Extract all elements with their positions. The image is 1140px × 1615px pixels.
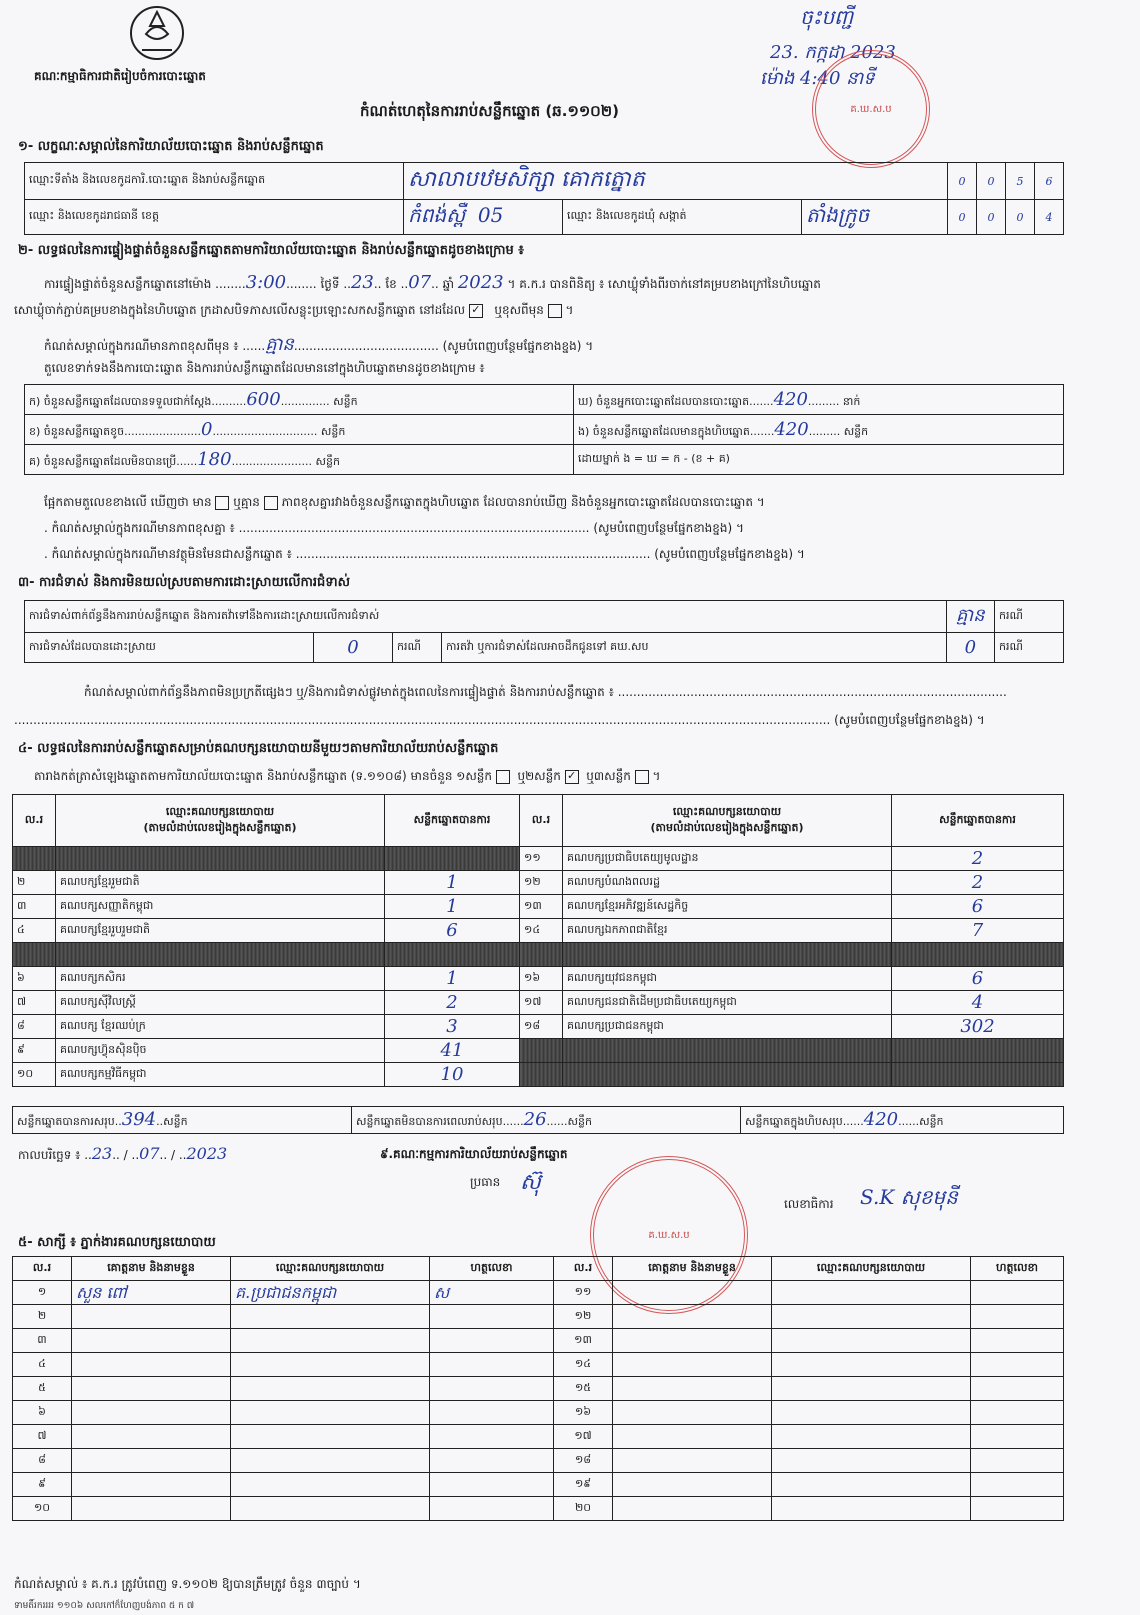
section2-heading: ២- លទ្ធផលនៃការផ្ទៀងផ្ទាត់ចំនួនសន្លឹកឆ្នោតតាមការិយាល័យបោះឆ្នោត និងរាប់សន្លឹកឆ្នោតដូចខាងក្រោម ៖ [18,243,524,258]
party-no: ១០ [13,1063,56,1087]
formula: ដោយម្នាក់ ង = ឃ = ក - (ខ + គ) [574,445,1064,475]
witness-no: ១៦ [554,1401,613,1425]
col-sign: ហត្ថលេខា [430,1257,554,1281]
witness-no: ៥ [13,1377,72,1401]
witness-sign [971,1305,1064,1329]
witness-party [231,1305,430,1329]
party-row [13,1015,1064,1039]
party-votes [892,1063,1064,1087]
witness-name [72,1305,231,1329]
party-votes: 1 [385,871,520,895]
col-no: ល.រ [13,795,56,847]
witness-name [613,1281,772,1305]
case-unit: ករណី [393,633,442,663]
witness-sign [430,1353,554,1377]
party-no: ៦ [13,967,56,991]
witness-no: ៨ [13,1449,72,1473]
resolved-value: 0 [314,633,393,663]
party-name: គណបក្សបំណងពលរដ្ឋ [563,871,892,895]
invalid-total: សន្លឹកឆ្នោតមិនបានការពេលរាប់សរុប......26......សន្លឹក [352,1107,741,1134]
party-row [13,991,1064,1015]
party-name: គណបក្សជនជាតិដើមប្រជាធិបតេយ្យកម្ពុជា [563,991,892,1015]
witness-party [772,1305,971,1329]
diff-note: . កំណត់សម្គាល់ក្នុងករណីមានភាពខុសគ្នា ៖ ............................................................................................ (សូមបំពេញបន្ថែមផ្នែកខាងខ្នង) ។ [44,521,744,535]
witness-party [231,1353,430,1377]
location-value: សាលាបឋមសិក្សា គោកត្នោត [404,163,948,200]
witness-sign [971,1329,1064,1353]
witness-name [613,1473,772,1497]
org-name: គណៈកម្មាធិការជាតិរៀបចំការបោះឆ្នោត [34,69,206,83]
commune-label: ឈ្មោះ និងលេខកូដឃុំ សង្កាត់ [563,200,802,235]
witness-no: ១៩ [554,1473,613,1497]
witness-no: ២ [13,1305,72,1329]
code-digit: 0 [977,163,1006,200]
party-row [13,943,1064,967]
witness-sign [430,1401,554,1425]
has-diff-checkbox[interactable] [215,496,229,510]
code-digit: 6 [1035,163,1064,200]
party-votes: 10 [385,1063,520,1087]
hw-register: ចុះបញ្ជី [800,5,854,29]
ballot-count-table [24,384,1064,475]
same-checkbox[interactable]: ✓ [469,304,483,318]
party-name: គណបក្សខ្មែរអភិវឌ្ឍន៍សេដ្ឋកិច្ច [563,895,892,919]
witness-sign [430,1473,554,1497]
witness-no: ១៧ [554,1425,613,1449]
witness-row [13,1425,1064,1449]
party-name [56,943,385,967]
party-no: ៨ [13,1015,56,1039]
witness-name [72,1449,231,1473]
witness-sign [430,1449,554,1473]
party-votes [892,1039,1064,1063]
party-name [563,1039,892,1063]
witness-name [72,1377,231,1401]
party-name: គណបក្សខ្មែររួបរួមជាតិ [56,919,385,943]
party-votes: 2 [892,847,1064,871]
witness-sign [430,1305,554,1329]
voters-row: ឃ) ចំនួនអ្នកបោះឆ្នោតដែលបានបោះឆ្នោត.......420......... នាក់ [574,385,1064,415]
in-box-row: ង) ចំនួនសន្លឹកឆ្នោតដែលមានក្នុងហិបឆ្នោត.......420......... សន្លឹក [574,415,1064,445]
irregularity-note: កំណត់សម្គាល់ពាក់ព័ន្ធនឹងភាពមិនប្រក្រតីផ្សេងៗ ឬ/និងការជំទាស់ផ្លូវមាត់ក្នុងពេលនៃការផ្ទៀងផ្ទាត់ និងការរាប់សន្លឹកឆ្នោត ៖ ...................................................................................................... [84,685,1007,699]
party-votes [385,943,520,967]
one-sheet-checkbox[interactable] [496,770,510,784]
box-total: សន្លឹកឆ្នោតក្នុងហិបសរុប......420......សន្លឹក [741,1107,1064,1134]
col-no: ល.រ [554,1257,613,1281]
objection-label: ការជំទាស់ពាក់ព័ន្ធនឹងការរាប់សន្លឹកឆ្នោត និងការតវ៉ាទៅនឹងការដោះស្រាយលើការជំទាស់ [25,601,947,633]
witness-sign [971,1473,1064,1497]
footer-note: កំណត់សម្គាល់ ៖ គ.ក.រ ត្រូវបំពេញ ទ.១១០២ ឱ្យបានត្រឹមត្រូវ ចំនួន ៣ច្បាប់ ។ [14,1577,361,1591]
witness-party [772,1329,971,1353]
party-name: គណបក្សហ៊្វុនស៊ិនប៉ិច [56,1039,385,1063]
witness-name [72,1473,231,1497]
chair-label: ប្រធាន [470,1175,501,1189]
witness-row [13,1473,1064,1497]
secretary-label: លេខាធិការ [784,1197,834,1211]
witness-name [613,1449,772,1473]
party-row [13,895,1064,919]
witness-row [13,1329,1064,1353]
witness-party [231,1329,430,1353]
witness-row [13,1353,1064,1377]
witness-row [13,1281,1064,1305]
witness-party [231,1473,430,1497]
code-digit: 0 [948,200,977,235]
witness-no: ១៤ [554,1353,613,1377]
witness-no: ៣ [13,1329,72,1353]
case-unit: ករណី [995,601,1064,633]
code-digit: 0 [1006,200,1035,235]
witness-party [772,1425,971,1449]
party-name: គណបក្សប្រជាជនកម្ពុជា [563,1015,892,1039]
code-digit: 0 [977,200,1006,235]
signing-date: កាលបរិច្ឆេទ ៖ ..23.. / ..07.. / ..2023 [18,1144,228,1163]
party-no [13,847,56,871]
appeal-label: ការតវ៉ា ឬការជំទាស់ដែលអាចដឹកជូនទៅ គឃ.សប [442,633,947,663]
discrepancy-check: ផ្អែកតាមតួលេខខាងលើ ឃើញថា មាន ឬគ្មាន ភាពខុសគ្នារវាងចំនួនសន្លឹកឆ្នោតក្នុងហិបឆ្នោត ដែលបានរាប់ឃើញ និងចំនួនអ្នកបោះឆ្នោតដែលបានបោះឆ្នោត ។ [44,495,765,509]
party-no: ៧ [13,991,56,1015]
committee-label: ៩.គណៈកម្មការការិយាល័យរាប់សន្លឹកឆ្នោត [380,1147,568,1161]
witness-name [613,1353,772,1377]
witness-party [772,1353,971,1377]
witness-name [613,1329,772,1353]
objection-table [24,600,1064,663]
code-digit: 0 [948,163,977,200]
seal-check-line: សោឃ្លុំចាក់ភ្ជាប់គម្របខាងក្នុងនៃហិបឆ្នោត ក្រដាសបិទភាសលើសន្លុះប្រឡោះសកសន្លឹកឆ្នោត នៅដដែល ✓ ឬខុសពីមុន ។ [14,302,574,317]
witness-no: ៦ [13,1401,72,1425]
witness-party [772,1377,971,1401]
red-seal-top: គ.ឃ.ស.ប [812,50,930,168]
party-no: ១២ [520,871,563,895]
party-no: ១១ [520,847,563,871]
foreign-object-note: . កំណត់សម្គាល់ក្នុងករណីមានវត្ថុមិនមែនជាសន្លឹកឆ្នោត ៖ ............................................................................................. (សូមបំពេញបន្ថែមផ្នែកខាងខ្នង) ។ [44,547,805,561]
witness-sign [971,1497,1064,1521]
section1-heading: ១- លក្ខណៈសម្គាល់នៃការិយាល័យបោះឆ្នោត និងរាប់សន្លឹកឆ្នោត [18,139,324,154]
section5-heading: ៥- សាក្សី ៖ ភ្នាក់ងារគណបក្សនយោបាយ [18,1235,216,1250]
party-row [13,919,1064,943]
witness-name [613,1377,772,1401]
witness-party [231,1425,430,1449]
witness-no: ៤ [13,1353,72,1377]
location-table [24,162,1064,235]
party-votes: 4 [892,991,1064,1015]
party-no: ៩ [13,1039,56,1063]
witness-no: ១៨ [554,1449,613,1473]
province-value: កំពង់ស្ពឺ 05 [404,200,563,235]
party-no: ១៦ [520,967,563,991]
witness-sign [971,1353,1064,1377]
commune-value: តាំងក្រូច [802,200,948,235]
objection-value: គ្មាន [946,601,994,633]
party-row [13,967,1064,991]
received-row: ក) ចំនួនសន្លឹកឆ្នោតដែលបានទទួលជាក់ស្តែង..........600.............. សន្លឹក [25,385,574,415]
party-votes: 6 [892,967,1064,991]
witness-no: ១០ [13,1497,72,1521]
witness-sign [971,1401,1064,1425]
party-name [56,847,385,871]
col-party: ឈ្មោះគណបក្សនយោបាយ (តាមលំដាប់លេខរៀងក្នុងសន្លឹកឆ្នោត) [56,795,385,847]
appeal-value: 0 [946,633,994,663]
code-digit: 4 [1035,200,1064,235]
party-name [563,943,892,967]
witness-sign [430,1497,554,1521]
party-name: គណបក្សខ្មែររួមជាតិ [56,871,385,895]
party-no [520,943,563,967]
form-title: កំណត់ហេតុនៃការរាប់សន្លឹកឆ្នោត (ឆ.១១០២) [360,102,620,120]
party-no [520,1063,563,1087]
witness-table [12,1256,1064,1521]
party-name: គណបក្សយុវជនកម្ពុជា [563,967,892,991]
party-votes: 1 [385,967,520,991]
party-no: ១៧ [520,991,563,1015]
witness-no: ១៣ [554,1329,613,1353]
party-votes: 2 [385,991,520,1015]
valid-total: សន្លឹកឆ្នោតបានការសរុប..394..សន្លឹក [13,1107,352,1134]
totals-table [12,1106,1064,1134]
unused-row: គ) ចំនួនសន្លឹកឆ្នោតដែលមិនបានប្រើ......180....................... សន្លឹក [25,445,574,475]
col-votes: សន្លឹកឆ្នោតបានការ [892,795,1064,847]
party-votes: 3 [385,1015,520,1039]
witness-party [772,1497,971,1521]
party-no: ៣ [13,895,56,919]
witness-name [72,1425,231,1449]
print-code: ទាមតិ៍រកររររ ១១០៦ សលកៅក៏ហែញបង់ភាព ៥ ក ៧ [14,1601,195,1611]
party-votes [385,847,520,871]
party-no: ១៣ [520,895,563,919]
province-label: ឈ្មោះ និងលេខកូដរាជធានី ខេត្ត [25,200,404,235]
party-no: ១៤ [520,919,563,943]
party-votes: 6 [892,895,1064,919]
location-label: ឈ្មោះទីតាំង និងលេខកូដការិ.បោះឆ្នោត និងរាប់សន្លឹកឆ្នោត [25,163,404,200]
party-votes: 2 [892,871,1064,895]
verify-line: ការផ្ទៀងផ្ទាត់ចំនួនសន្លឹកឆ្នោតនៅម៉ោង ........3:00........ ថ្ងៃទី ..23.. ខែ ..07.. ឆ្នាំ 2023 ។ គ.ក.រ បានពិនិត្យ ៖ សោឃ្លុំទាំងពីរចាក់នៅគម្របខាងក្រៅនៃហិបឆ្នោត [44,272,821,293]
witness-party [772,1281,971,1305]
witness-name [72,1497,231,1521]
two-sheet-checkbox[interactable]: ✓ [565,770,579,784]
col-votes: សន្លឹកឆ្នោតបានការ [385,795,520,847]
witness-name [613,1401,772,1425]
party-votes [892,943,1064,967]
witness-no: ២០ [554,1497,613,1521]
party-row [13,1063,1064,1087]
secretary-signature: S.K សុខមុនី [860,1185,958,1209]
witness-party [231,1449,430,1473]
party-name: គណបក្សស៊ីវិលស្រ្តី [56,991,385,1015]
party-name: គណបក្សសញ្ញាតិកម្ពុជា [56,895,385,919]
party-votes: 1 [385,895,520,919]
witness-row [13,1497,1064,1521]
section3-heading: ៣- ការជំទាស់ និងការមិនយល់ស្របតាមការដោះស្រាយលើការជំទាស់ [18,575,350,590]
col-name: គោត្តនាម និងនាមខ្លួន [613,1257,772,1281]
witness-no: ៧ [13,1425,72,1449]
witness-name [613,1305,772,1329]
party-row [13,847,1064,871]
three-sheet-checkbox[interactable] [635,770,649,784]
party-no: ២ [13,871,56,895]
witness-party [231,1401,430,1425]
party-no [520,1039,563,1063]
irregularity-fill: ...................................................................................................................................................................................................................... (សូមបំពេញបន្ថែមផ្នែកខាងខ្នង) ។ [14,713,985,727]
witness-sign [430,1329,554,1353]
witness-sign: ស [430,1281,554,1305]
different-checkbox[interactable] [548,304,562,318]
party-name: គណបក្សកម្មវិធីកម្ពុជា [56,1063,385,1087]
witness-sign [971,1449,1064,1473]
witness-name [613,1425,772,1449]
party-no: ៤ [13,919,56,943]
case-unit: ករណី [995,633,1064,663]
party-name: គណបក្សប្រជាធិបតេយ្យមូលដ្ឋាន [563,847,892,871]
witness-party [772,1449,971,1473]
red-seal-bottom: គ.ឃ.ស.ប [590,1156,748,1314]
party-votes: 41 [385,1039,520,1063]
witness-no: ១ [13,1281,72,1305]
party-row [13,1039,1064,1063]
witness-party [772,1401,971,1425]
witness-row [13,1305,1064,1329]
sheets-count-line: តារាងកត់ត្រាសំឡេងឆ្នោតតាមការិយាល័យបោះឆ្នោត និងរាប់សន្លឹកឆ្នោត (ទ.១១០៨) មានចំនួន ១សន្លឹក ឬ២សន្លឹក ✓ ឬ៣សន្លឹក ។ [34,768,661,783]
witness-sign [971,1281,1064,1305]
witness-row [13,1401,1064,1425]
party-name: គណបក្សកសិករ [56,967,385,991]
emblem-logo [128,4,186,62]
code-digit: 5 [1006,163,1035,200]
party-votes: 7 [892,919,1064,943]
witness-name [613,1497,772,1521]
witness-party [231,1377,430,1401]
witness-sign [430,1377,554,1401]
diff-note-line: កំណត់សម្គាល់ក្នុងករណីមានភាពខុសពីមុន ៖ ......គ្មាន...................................... (សូមបំពេញបន្ថែមផ្នែកខាងខ្នង) ។ [44,334,594,355]
witness-name: សួន ពៅ [72,1281,231,1305]
witness-no: ៩ [13,1473,72,1497]
chair-signature: ស៊ុ [520,1170,541,1195]
no-diff-checkbox[interactable] [264,496,278,510]
witness-party [231,1497,430,1521]
witness-name [72,1401,231,1425]
witness-no: ១២ [554,1305,613,1329]
witness-row [13,1377,1064,1401]
spoiled-row: ខ) ចំនួនសន្លឹកឆ្នោតខូច......................0.............................. សន្លឹក [25,415,574,445]
witness-party: គ.ប្រជាជនកម្ពុជា [231,1281,430,1305]
col-name: គោត្តនាម និងនាមខ្លួន [72,1257,231,1281]
col-party: ឈ្មោះគណបក្សនយោបាយ (តាមលំដាប់លេខរៀងក្នុងសន្លឹកឆ្នោត) [563,795,892,847]
party-votes: 6 [385,919,520,943]
figures-intro: តួលេខទាក់ទងនឹងការបោះឆ្នោត និងការរាប់សន្លឹកឆ្នោតដែលមាននៅក្នុងហិបឆ្នោតមានដូចខាងក្រោម ៖ [44,361,485,375]
col-sign: ហត្ថលេខា [971,1257,1064,1281]
witness-name [72,1353,231,1377]
party-results-table [12,794,1064,1087]
col-party: ឈ្មោះគណបក្សនយោបាយ [231,1257,430,1281]
witness-no: ១៥ [554,1377,613,1401]
witness-row [13,1449,1064,1473]
col-no: ល.រ [13,1257,72,1281]
party-no [13,943,56,967]
party-name: គណបក្ស ខ្មែរឈប់ក្រ [56,1015,385,1039]
hw-time: ម៉ោង 4:40 នាទី [760,68,875,89]
witness-sign [971,1425,1064,1449]
party-votes: 302 [892,1015,1064,1039]
party-row [13,871,1064,895]
hw-date: 23. កក្កដា 2023 [770,42,896,63]
party-name [563,1063,892,1087]
col-party: ឈ្មោះគណបក្សនយោបាយ [772,1257,971,1281]
party-no: ១៨ [520,1015,563,1039]
section4-heading: ៤- លទ្ធផលនៃការរាប់សន្លឹកឆ្នោតសម្រាប់គណបក្សនយោបាយនីមួយៗតាមការិយាល័យរាប់សន្លឹកឆ្នោត [18,741,499,756]
witness-no: ១១ [554,1281,613,1305]
col-no: ល.រ [520,795,563,847]
witness-party [772,1473,971,1497]
witness-name [72,1329,231,1353]
resolved-label: ការជំទាស់ដែលបានដោះស្រាយ [25,633,314,663]
party-name: គណបក្សឯកភាពជាតិខ្មែរ [563,919,892,943]
witness-sign [430,1425,554,1449]
witness-sign [971,1377,1064,1401]
